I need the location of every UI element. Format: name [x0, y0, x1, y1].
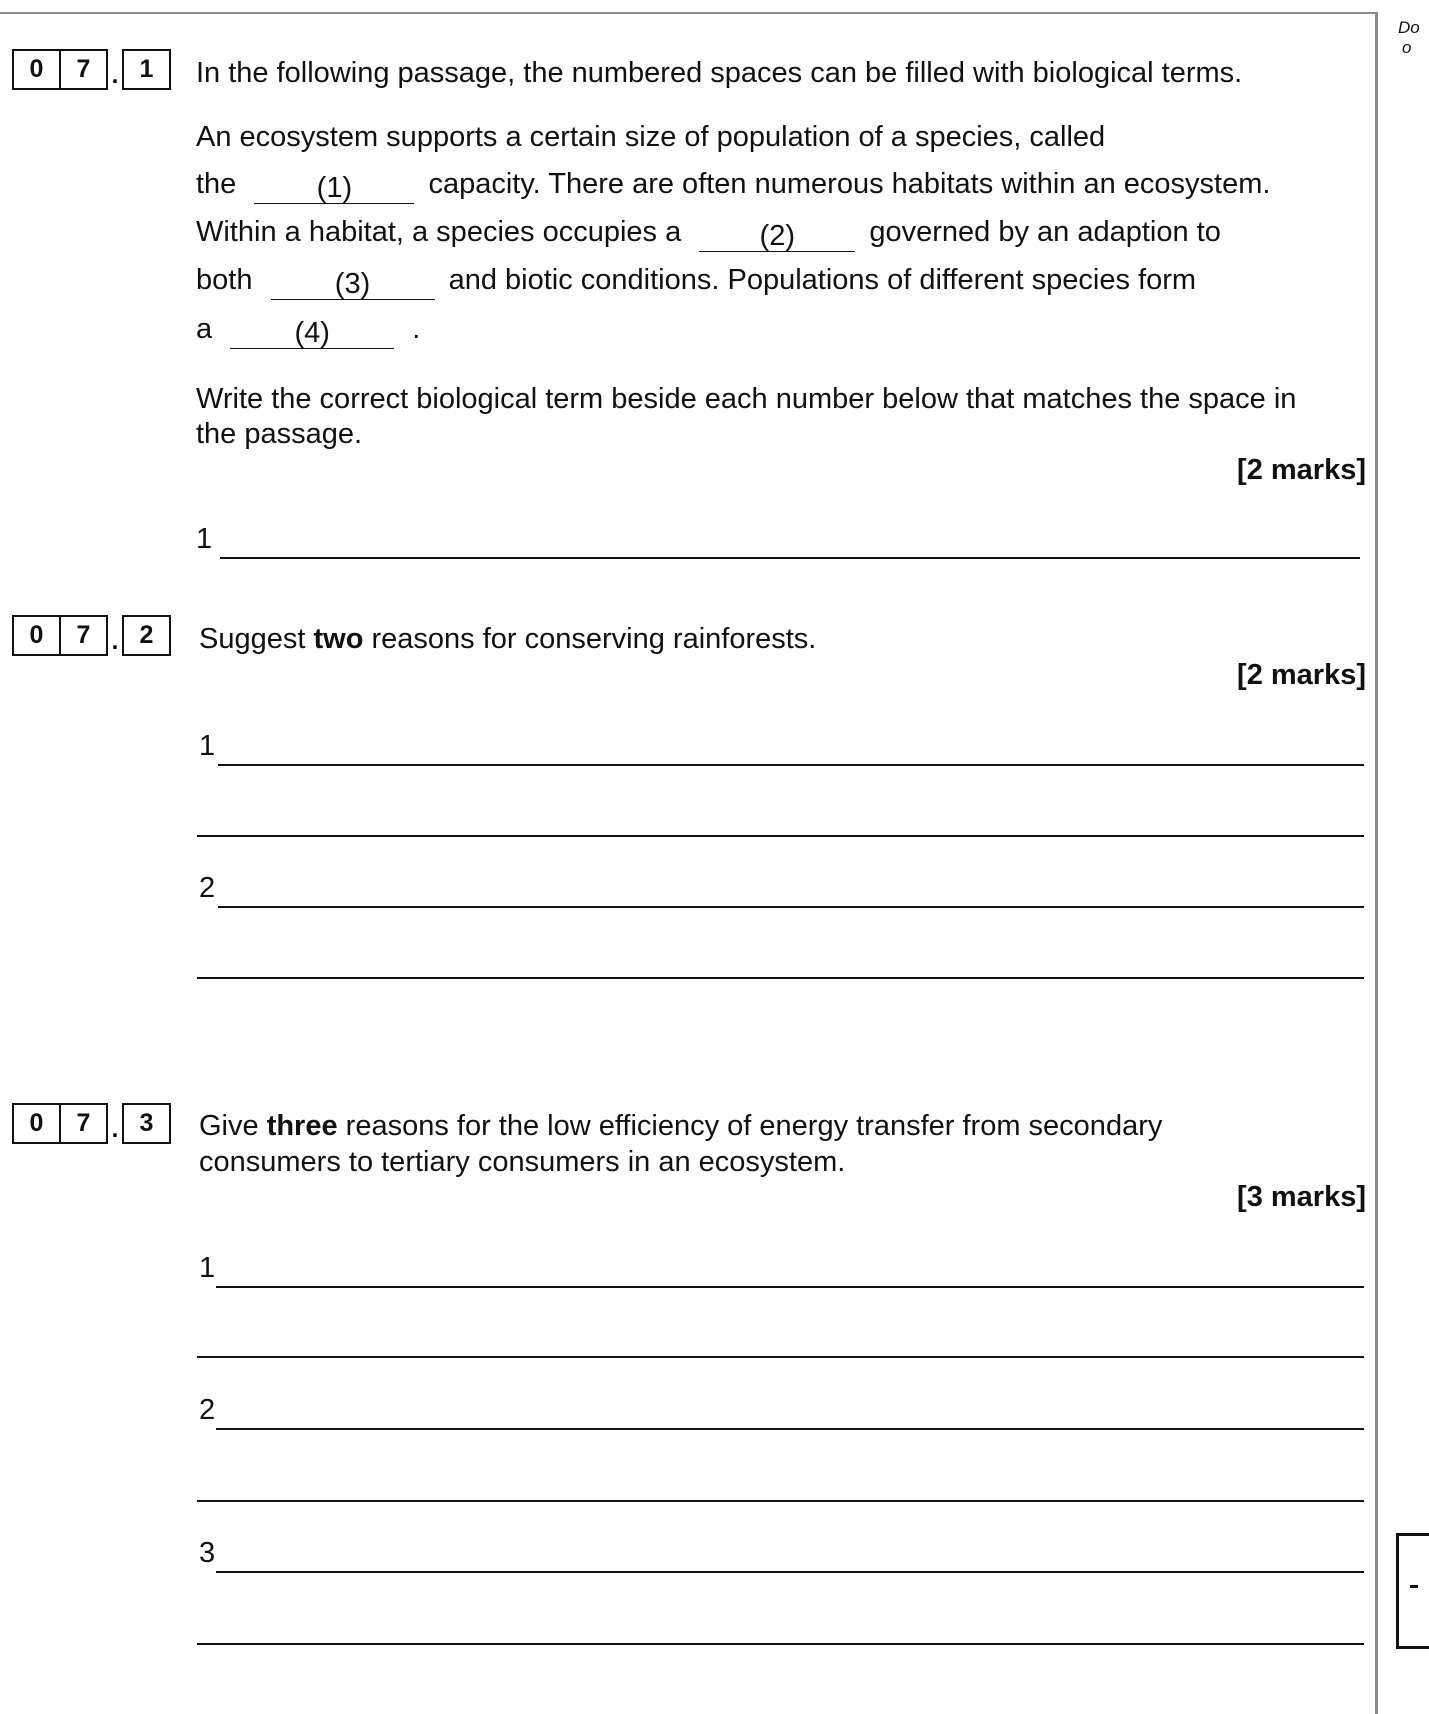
- passage-text: both: [196, 264, 253, 296]
- blank-2: (2): [699, 221, 855, 252]
- blank-3: (3): [271, 269, 435, 300]
- passage-text: a: [196, 313, 213, 345]
- mark-box-dash: [1410, 1585, 1418, 1588]
- answer-number: 1: [199, 1252, 216, 1284]
- question-prompt-line-2: consumers to tertiary consumers in an ecosystem.: [199, 1146, 846, 1178]
- margin-rule: [1375, 12, 1378, 1714]
- blank-1: (1): [254, 173, 414, 204]
- question-number-07-1: [12, 49, 171, 90]
- prompt-emphasis: two: [313, 623, 364, 655]
- top-rule: [0, 12, 1377, 14]
- question-part: 1: [122, 49, 171, 90]
- question-number-07-2: [12, 615, 171, 656]
- question-number-07-3: [12, 1103, 171, 1144]
- passage-text: .: [412, 313, 421, 345]
- margin-note: [1398, 18, 1420, 58]
- margin-note-line-2: o: [1402, 38, 1412, 57]
- question-digit: 7: [61, 49, 108, 90]
- question-digit: 0: [12, 49, 61, 90]
- passage-text: capacity. There are often numerous habitats within an ecosystem.: [428, 168, 1271, 200]
- question-prompt: In the following passage, the numbered spaces can be filled with biological terms.: [196, 57, 1243, 89]
- answer-number: 2: [199, 1394, 216, 1426]
- answer-line[interactable]: [197, 1643, 1364, 1645]
- marks-label: [3 marks]: [1237, 1181, 1366, 1213]
- passage-text: Within a habitat, a species occupies a: [196, 216, 682, 248]
- examiner-mark-box: [1396, 1533, 1429, 1649]
- marks-label: [2 marks]: [1237, 454, 1366, 486]
- passage-text: the: [196, 168, 237, 200]
- question-digit: 7: [61, 1103, 108, 1144]
- question-dot: .: [111, 627, 119, 655]
- answer-line[interactable]: [216, 1571, 1364, 1573]
- passage-line-1: An ecosystem supports a certain size of population of a species, called: [196, 121, 1106, 153]
- answer-line[interactable]: [218, 764, 1364, 766]
- question-part: 2: [122, 615, 171, 656]
- question-prompt: [199, 1109, 1162, 1143]
- answer-line[interactable]: [197, 835, 1364, 837]
- answer-line[interactable]: [197, 977, 1364, 979]
- passage-text: governed by an adaption to: [869, 216, 1221, 248]
- passage-line-2: [196, 167, 1271, 204]
- question-digit: 7: [61, 615, 108, 656]
- answer-number: 3: [199, 1537, 216, 1569]
- prompt-text: Suggest: [199, 623, 314, 655]
- question-digit: 0: [12, 1103, 61, 1144]
- passage-line-5: [196, 312, 421, 349]
- passage-line-3: [196, 215, 1221, 252]
- answer-line[interactable]: [216, 1286, 1364, 1288]
- passage-text: and biotic conditions. Populations of different species form: [448, 264, 1197, 296]
- answer-line[interactable]: [218, 906, 1364, 908]
- answer-line[interactable]: [216, 1428, 1364, 1430]
- question-dot: .: [111, 1115, 119, 1143]
- instruction-line-1: Write the correct biological term beside each number below that matches the space in: [196, 383, 1297, 415]
- answer-number: 1: [199, 730, 216, 762]
- question-digit: 0: [12, 615, 61, 656]
- margin-note-line-1: Do: [1398, 18, 1420, 37]
- question-dot: .: [111, 61, 119, 89]
- question-prompt: [199, 622, 816, 656]
- prompt-text: reasons for the low efficiency of energy transfer from secondary: [337, 1110, 1163, 1142]
- passage-line-4: [196, 263, 1197, 300]
- answer-number: 2: [199, 872, 216, 904]
- answer-number: 1: [196, 523, 213, 555]
- question-part: 3: [122, 1103, 171, 1144]
- prompt-emphasis: three: [266, 1110, 338, 1142]
- answer-line[interactable]: [220, 557, 1360, 559]
- prompt-text: reasons for conserving rainforests.: [363, 623, 817, 655]
- blank-4: (4): [230, 318, 394, 349]
- answer-line[interactable]: [197, 1500, 1364, 1502]
- answer-line[interactable]: [197, 1356, 1364, 1358]
- prompt-text: Give: [199, 1110, 267, 1142]
- marks-label: [2 marks]: [1237, 659, 1366, 691]
- instruction-line-2: the passage.: [196, 418, 363, 450]
